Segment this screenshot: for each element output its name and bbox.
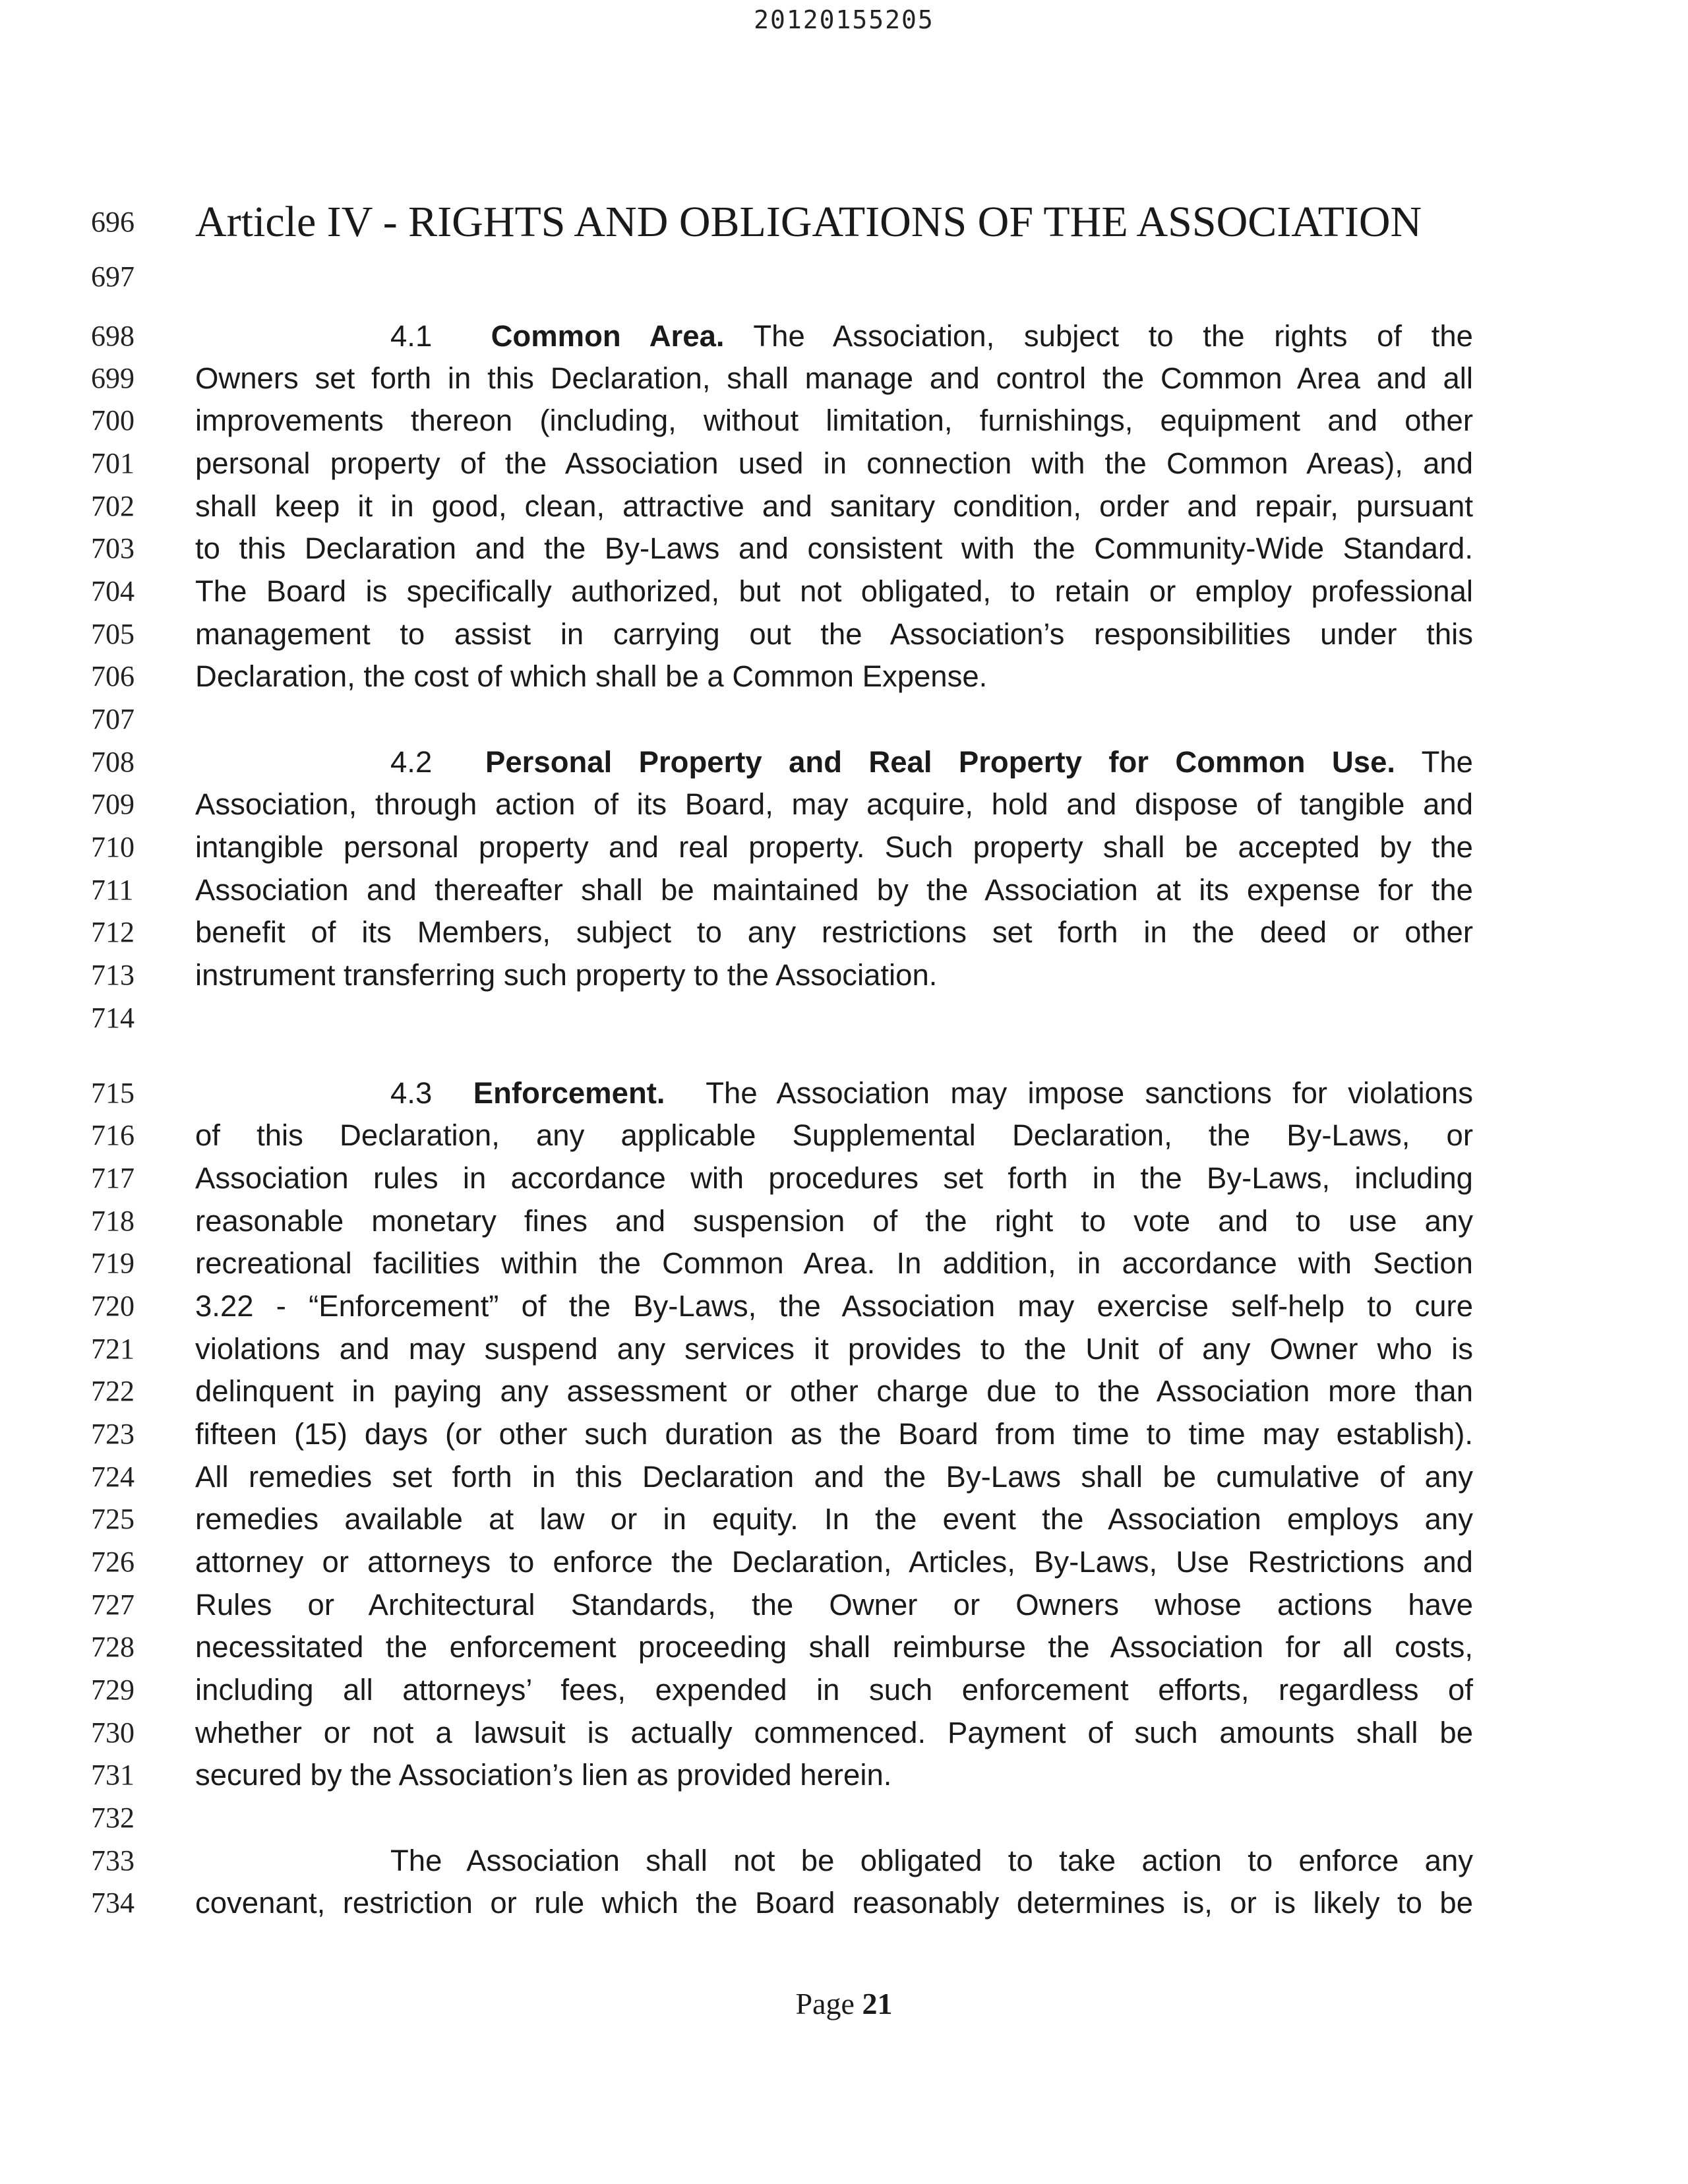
text-line	[0, 1328, 1688, 1370]
page-number: 21	[862, 1987, 893, 2020]
blank-line	[0, 1797, 1688, 1839]
line-number: 724	[91, 1461, 135, 1493]
blank-line	[0, 256, 1688, 298]
line-text: Declaration, the cost of which shall be a Common Expense.	[195, 659, 988, 693]
text-line	[0, 1413, 1688, 1455]
text-line	[0, 1114, 1688, 1157]
line-number: 710	[91, 831, 135, 863]
line-number: 714	[91, 1002, 135, 1034]
line-text: The Association, subject to the rights of the	[753, 319, 1473, 353]
line-number: 731	[91, 1759, 135, 1791]
line-number: 706	[91, 660, 135, 692]
line-number: 733	[91, 1844, 135, 1877]
line-number: 698	[91, 320, 135, 352]
line-number: 709	[91, 788, 135, 820]
text-line	[0, 1370, 1688, 1412]
line-text: 3.22 - “Enforcement” of the By-Laws, the Association may exercise self-help to cure	[195, 1289, 1473, 1323]
page-footer	[0, 1986, 1688, 2021]
line-number: 711	[91, 874, 134, 906]
line-number: 705	[91, 618, 135, 650]
line-number: 719	[91, 1247, 135, 1279]
line-text: secured by the Association’s lien as provided herein.	[195, 1758, 892, 1792]
section-4-3-first-line	[0, 1072, 1688, 1114]
line-text: Association and thereafter shall be maintained by the Association at its expense for the	[195, 873, 1473, 907]
text-line	[0, 911, 1688, 954]
line-number: 696	[91, 206, 135, 238]
text-line	[0, 1626, 1688, 1668]
text-line	[0, 1754, 1688, 1796]
line-number: 727	[91, 1589, 135, 1621]
line-number: 703	[91, 532, 135, 564]
line-text: Rules or Architectural Standards, the Owner or Owners whose actions have	[195, 1588, 1473, 1622]
section-4-2-first-line	[0, 741, 1688, 783]
line-text: The Association shall not be obligated to take action to enforce any	[390, 1844, 1473, 1877]
line-number: 725	[91, 1503, 135, 1535]
blank-line	[0, 997, 1688, 1039]
line-text: The Association may impose sanctions for violations	[706, 1076, 1473, 1110]
line-number: 730	[91, 1716, 135, 1749]
text-line	[0, 954, 1688, 996]
text-line	[0, 400, 1688, 442]
line-text: remedies available at law or in equity. In the event the Association employs any	[195, 1502, 1473, 1536]
line-number: 704	[91, 575, 135, 607]
line-text: improvements thereon (including, without limitation, furnishings, equipment and other	[195, 404, 1473, 437]
line-text: intangible personal property and real property. Such property shall be accepted by the	[195, 830, 1473, 864]
page-label: Page	[795, 1987, 855, 2020]
line-text: management to assist in carrying out the Association’s responsibilities under this	[195, 617, 1473, 651]
line-text: All remedies set forth in this Declaration and the By-Laws shall be cumulative of any	[195, 1460, 1473, 1494]
line-number: 697	[91, 260, 135, 293]
heading-line	[0, 193, 1688, 246]
line-number: 723	[91, 1418, 135, 1450]
line-number: 699	[91, 362, 135, 394]
line-text: reasonable monetary fines and suspension of the right to vote and to use any	[195, 1204, 1473, 1238]
line-text: benefit of its Members, subject to any restrictions set forth in the deed or other	[195, 915, 1473, 949]
text-line	[0, 1285, 1688, 1327]
line-number: 726	[91, 1546, 135, 1578]
section-heading-line	[390, 1072, 1473, 1114]
line-number: 707	[91, 703, 135, 735]
section-title: Personal Property and Real Property for Common Use.	[485, 745, 1396, 779]
section-heading-line	[390, 741, 1473, 783]
text-line	[0, 1200, 1688, 1242]
line-text: Association rules in accordance with procedures set forth in the By-Laws, including	[195, 1161, 1473, 1195]
line-text: fifteen (15) days (or other such duration as the Board from time to time may establish).	[195, 1417, 1473, 1451]
text-line	[0, 1712, 1688, 1754]
line-number: 718	[91, 1205, 135, 1237]
line-number: 712	[91, 916, 135, 948]
line-text: instrument transferring such property to the Association.	[195, 958, 938, 992]
section-number: 4.3	[390, 1076, 433, 1110]
line-text: covenant, restriction or rule which the Board reasonably determines is, or is likely to be	[195, 1886, 1473, 1920]
line-number: 700	[91, 404, 135, 437]
line-text: necessitated the enforcement proceeding shall reimburse the Association for all costs,	[195, 1630, 1473, 1664]
line-number: 716	[91, 1119, 135, 1151]
line-text: personal property of the Association used in connection with the Common Areas), and	[195, 446, 1473, 480]
line-text: Owners set forth in this Declaration, shall manage and control the Common Area and all	[195, 361, 1473, 395]
text-line	[0, 1498, 1688, 1540]
line-number: 720	[91, 1290, 135, 1322]
text-line	[0, 869, 1688, 911]
text-line	[0, 1669, 1688, 1711]
line-number: 702	[91, 490, 135, 522]
line-number: 728	[91, 1631, 135, 1663]
line-text: The	[1421, 745, 1473, 779]
line-number: 713	[91, 959, 135, 991]
paragraph-first-line	[0, 1840, 1688, 1882]
text-line	[0, 655, 1688, 698]
text-line	[0, 613, 1688, 655]
text-line	[0, 783, 1688, 826]
text-line	[0, 826, 1688, 868]
text-line	[0, 1456, 1688, 1498]
blank-line	[0, 698, 1688, 741]
text-line	[0, 1157, 1688, 1199]
line-number: 734	[91, 1887, 135, 1919]
text-line	[0, 485, 1688, 528]
text-line	[0, 1584, 1688, 1626]
article-heading: Article IV - RIGHTS AND OBLIGATIONS OF THE ASSOCIATION	[195, 198, 1422, 246]
text-line	[0, 1541, 1688, 1583]
line-text: The Board is specifically authorized, but not obligated, to retain or employ professional	[195, 574, 1473, 608]
section-number: 4.2	[390, 745, 433, 779]
text-line	[0, 1882, 1688, 1924]
line-text: recreational facilities within the Common Area. In addition, in accordance with Section	[195, 1246, 1473, 1280]
line-text: to this Declaration and the By-Laws and consistent with the Community-Wide Standard.	[195, 531, 1473, 565]
section-title: Enforcement.	[473, 1076, 665, 1110]
line-text: delinquent in paying any assessment or other charge due to the Association more than	[195, 1374, 1473, 1408]
text-line	[0, 570, 1688, 613]
document-number: 20120155205	[754, 5, 934, 34]
line-number: 708	[91, 746, 135, 778]
line-text: violations and may suspend any services it provides to the Unit of any Owner who is	[195, 1332, 1473, 1366]
section-title: Common Area.	[491, 319, 725, 353]
line-text: whether or not a lawsuit is actually commenced. Payment of such amounts shall be	[195, 1716, 1473, 1749]
section-heading-line	[390, 315, 1473, 357]
line-number: 722	[91, 1375, 135, 1407]
line-number: 721	[91, 1333, 135, 1365]
line-text: shall keep it in good, clean, attractive and sanitary condition, order and repair, pursuant	[195, 489, 1473, 523]
text-line	[0, 442, 1688, 485]
line-number: 729	[91, 1674, 135, 1706]
text-line	[0, 1242, 1688, 1285]
line-number: 715	[91, 1077, 135, 1109]
text-line	[0, 528, 1688, 570]
line-text: including all attorneys’ fees, expended in such enforcement efforts, regardless of	[195, 1673, 1473, 1707]
line-text: of this Declaration, any applicable Supplemental Declaration, the By-Laws, or	[195, 1118, 1473, 1152]
line-text: Association, through action of its Board, may acquire, hold and dispose of tangible and	[195, 787, 1473, 821]
section-number: 4.1	[390, 319, 433, 353]
line-number: 732	[91, 1802, 135, 1834]
text-line	[0, 357, 1688, 400]
line-text: attorney or attorneys to enforce the Declaration, Articles, By-Laws, Use Restrictions and	[195, 1545, 1473, 1579]
line-number: 717	[91, 1162, 135, 1194]
line-number: 701	[91, 447, 135, 479]
section-4-1-first-line	[0, 315, 1688, 357]
